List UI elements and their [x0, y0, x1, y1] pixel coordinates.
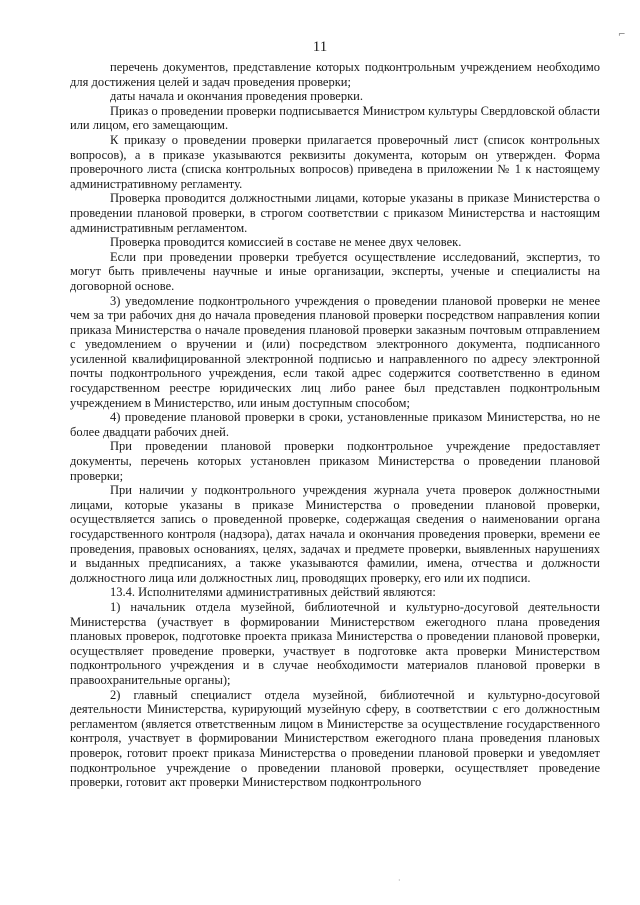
- paragraph: Приказ о проведении проверки подписывается Министром культуры Свердловской области или лицом, его замещающим.: [70, 103, 600, 133]
- paragraph: При проведении плановой проверки подконтрольное учреждение предоставляет документы, перечень которых установлен приказом Министерства о проведении плановой проверки;: [70, 439, 600, 483]
- paragraph: Если при проведении проверки требуется осуществление исследований, экспертиз, то могут быть привлечены научные и иные организации, эксперты, ученые и специалисты на договорной основе.: [70, 249, 600, 293]
- scan-corner-mark: ⌐: [618, 30, 626, 40]
- paragraph: Проверка проводится должностными лицами, которые указаны в приказе Министерства о проведении плановой проверки, в строгом соответствии с приказом Министерства и настоящим административным регламентом.: [70, 191, 600, 235]
- paragraph: 1) начальник отдела музейной, библиотечной и культурно-досуговой деятельности Министерства (участвует в формировании Министерством ежегодного плана проведения плановых проверок, подготовке проекта приказа Министерства о проведении плановой проверки, осуществляет проведение проверки, участвует в подготовке акта проверки Министерством подконтрольного учреждения и в случае необходимости материалов плановой проверки в правоохранительные органы);: [70, 599, 600, 687]
- paragraph: К приказу о проведении проверки прилагается проверочный лист (список контрольных вопросов), а в приказе указываются реквизиты документа, которым он утвержден. Форма проверочного листа (списка контрольных вопросов) приведена в приложении № 1 к настоящему административному регламенту.: [70, 132, 600, 191]
- paragraph: Проверка проводится комиссией в составе не менее двух человек.: [110, 235, 462, 250]
- page-number: 11: [312, 39, 328, 55]
- paragraph: 3) уведомление подконтрольного учреждения о проведении плановой проверки не менее чем за три рабочих дня до начала проведения плановой проверки посредством направления копии приказа Министерства о начале проведения плановой проверки заказным почтовым отправлением с уведомлением о вручении и (или) посредством электронного документа, подписанного усиленной квалифицированной электронной подписью и направленного по адресу электронной почты подконтрольного учреждения, если такой адрес содержится соответственно в едином государственном реестре юридических лиц либо ранее был представлен подконтрольным учреждением в Министерство, или иным доступным способом;: [70, 293, 600, 410]
- paragraph: перечень документов, представление которых подконтрольным учреждением необходимо для достижения целей и задач проведения проверки;: [70, 60, 600, 89]
- document-body: [70, 60, 600, 790]
- paragraph: 2) главный специалист отдела музейной, библиотечной и культурно-досуговой деятельности Министерства, курирующий музейную сферу, в соответствии с его должностным регламентом (является ответственным лицом в Министерстве за осуществление государственного контроля, участвует в формировании Министерством ежегодного плана проведения плановых проверок, готовит проект приказа Министерства о проведении плановой проверки и уведомляет подконтрольное учреждение о проведении плановой проверки, осуществляет проведение проверки, готовит акт проверки Министерством подконтрольного: [70, 687, 600, 790]
- paragraph: При наличии у подконтрольного учреждения журнала учета проверок должностными лицами, которые указаны в приказе Министерства о проведении плановой проверки, осуществляется запись о проведенной проверке, содержащая сведения о наименовании органа государственного контроля (надзора), датах начала и окончания проведения проверки, времени ее проведения, правовых основаниях, целях, задачах и предмете проверки, выявленных нарушениях и выданных предписаниях, а также указываются фамилии, имена, отчества и должности должностного лица или должностных лиц, проводящих проверку, его или их подписи.: [70, 483, 600, 585]
- paragraph: даты начала и окончания проведения проверки.: [110, 89, 363, 104]
- section-heading: 13.4. Исполнителями административных действий являются:: [110, 585, 436, 600]
- scan-dot-mark: ·: [398, 876, 401, 885]
- paragraph: 4) проведение плановой проверки в сроки, установленные приказом Министерства, но не более двадцати рабочих дней.: [70, 410, 600, 439]
